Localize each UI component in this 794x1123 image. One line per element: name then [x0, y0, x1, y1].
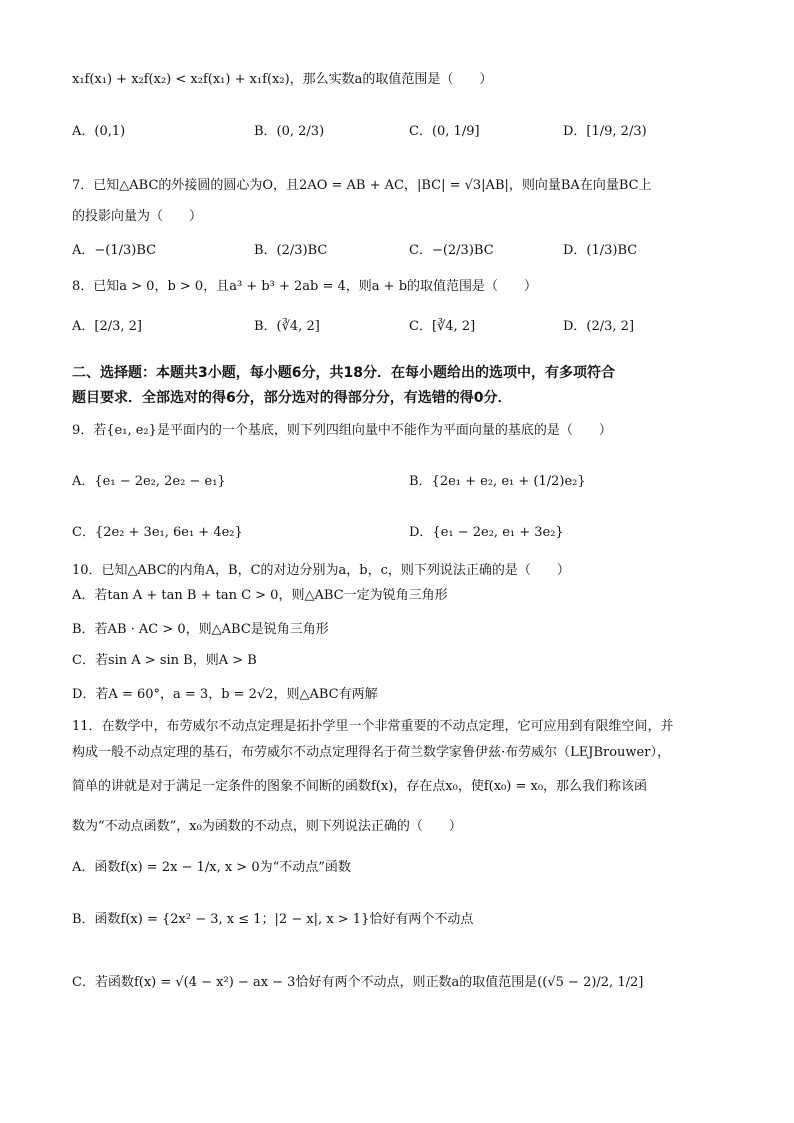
q9-option-a: A．{e₁ − 2e₂, 2e₂ − e₁}	[72, 474, 226, 489]
q10-option-c: C．若sin A > sin B，则A > B	[72, 653, 257, 668]
q6-option-a: A．(0,1)	[72, 124, 126, 139]
q6-option-c: C．(0, 1/9]	[409, 124, 480, 139]
q10-option-b: B．若AB · AC > 0，则△ABC是锐角三角形	[72, 622, 329, 637]
q10-stem: 10．已知△ABC的内角A，B，C的对边分别为a，b，c，则下列说法正确的是（ ）	[72, 563, 570, 578]
q8-stem: 8．已知a > 0，b > 0，且a³ + b³ + 2ab = 4，则a + b的取值范围是（ ）	[72, 279, 538, 294]
q10-option-d: D．若A = 60°，a = 3，b = 2√2，则△ABC有两解	[72, 687, 378, 702]
q11-line2: 构成一般不动点定理的基石，布劳威尔不动点定理得名于荷兰数学家鲁伊兹·布劳威尔（LEJBrouwer），	[72, 745, 670, 760]
q6-stem-tail: x₁f(x₁) + x₂f(x₂) < x₂f(x₁) + x₁f(x₂)，那么实数a的取值范围是（ ）	[72, 72, 493, 87]
q11-line1: 11．在数学中，布劳威尔不动点定理是拓扑学里一个非常重要的不动点定理，它可应用到有限维空间，并	[72, 719, 674, 734]
q9-option-b: B．{2e₁ + e₂, e₁ + (1/2)e₂}	[409, 474, 586, 489]
q11-option-b: B．函数f(x) = {2x² − 3, x ≤ 1；|2 − x|, x > 1}恰好有两个不动点	[72, 912, 474, 927]
q7-option-c: C．−(2/3)BC	[409, 243, 494, 258]
q11-line4: 数为“不动点函数”，x₀为函数的不动点，则下列说法正确的（ ）	[72, 819, 462, 834]
q11-option-a: A．函数f(x) = 2x − 1/x, x > 0为“不动点”函数	[72, 860, 351, 875]
q8-option-c: C．[∛4, 2]	[409, 319, 476, 334]
q7-option-a: A．−(1/3)BC	[72, 243, 157, 258]
q9-stem: 9．若{e₁, e₂}是平面内的一个基底，则下列四组向量中不能作为平面向量的基底的是（ ）	[72, 423, 612, 438]
q11-option-c: C．若函数f(x) = √(4 − x²) − ax − 3恰好有两个不动点，则正数a的取值范围是((√5 − 2)/2, 1/2]	[72, 975, 644, 990]
q7-option-b: B．(2/3)BC	[254, 243, 328, 258]
q9-option-c: C．{2e₂ + 3e₁, 6e₁ + 4e₂}	[72, 525, 243, 540]
section-2-heading-line2: 题目要求．全部选对的得6分，部分选对的得部分分，有选错的得0分．	[72, 390, 512, 406]
q6-option-d: D．[1/9, 2/3)	[563, 124, 647, 139]
q7-option-d: D．(1/3)BC	[563, 243, 638, 258]
q8-option-d: D．(2/3, 2]	[563, 319, 635, 334]
q11-line3: 简单的讲就是对于满足一定条件的图象不间断的函数f(x)，存在点x₀，使f(x₀) = x₀，那么我们称该函	[72, 779, 648, 794]
q8-option-a: A．[2/3, 2]	[72, 319, 142, 334]
q9-option-d: D．{e₁ − 2e₂, e₁ + 3e₂}	[409, 525, 564, 540]
q8-option-b: B．(∛4, 2]	[254, 319, 320, 334]
q6-option-b: B．(0, 2/3)	[254, 124, 325, 139]
q7-stem-line1: 7．已知△ABC的外接圆的圆心为O，且2AO = AB + AC，|BC| = √3|AB|，则向量BA在向量BC上	[72, 178, 652, 193]
section-2-heading-line1: 二、选择题：本题共3小题，每小题6分，共18分．在每小题给出的选项中，有多项符合	[72, 365, 615, 381]
q7-stem-line2: 的投影向量为（ ）	[72, 209, 203, 224]
q10-option-a: A．若tan A + tan B + tan C > 0，则△ABC一定为锐角三角形	[72, 588, 448, 603]
